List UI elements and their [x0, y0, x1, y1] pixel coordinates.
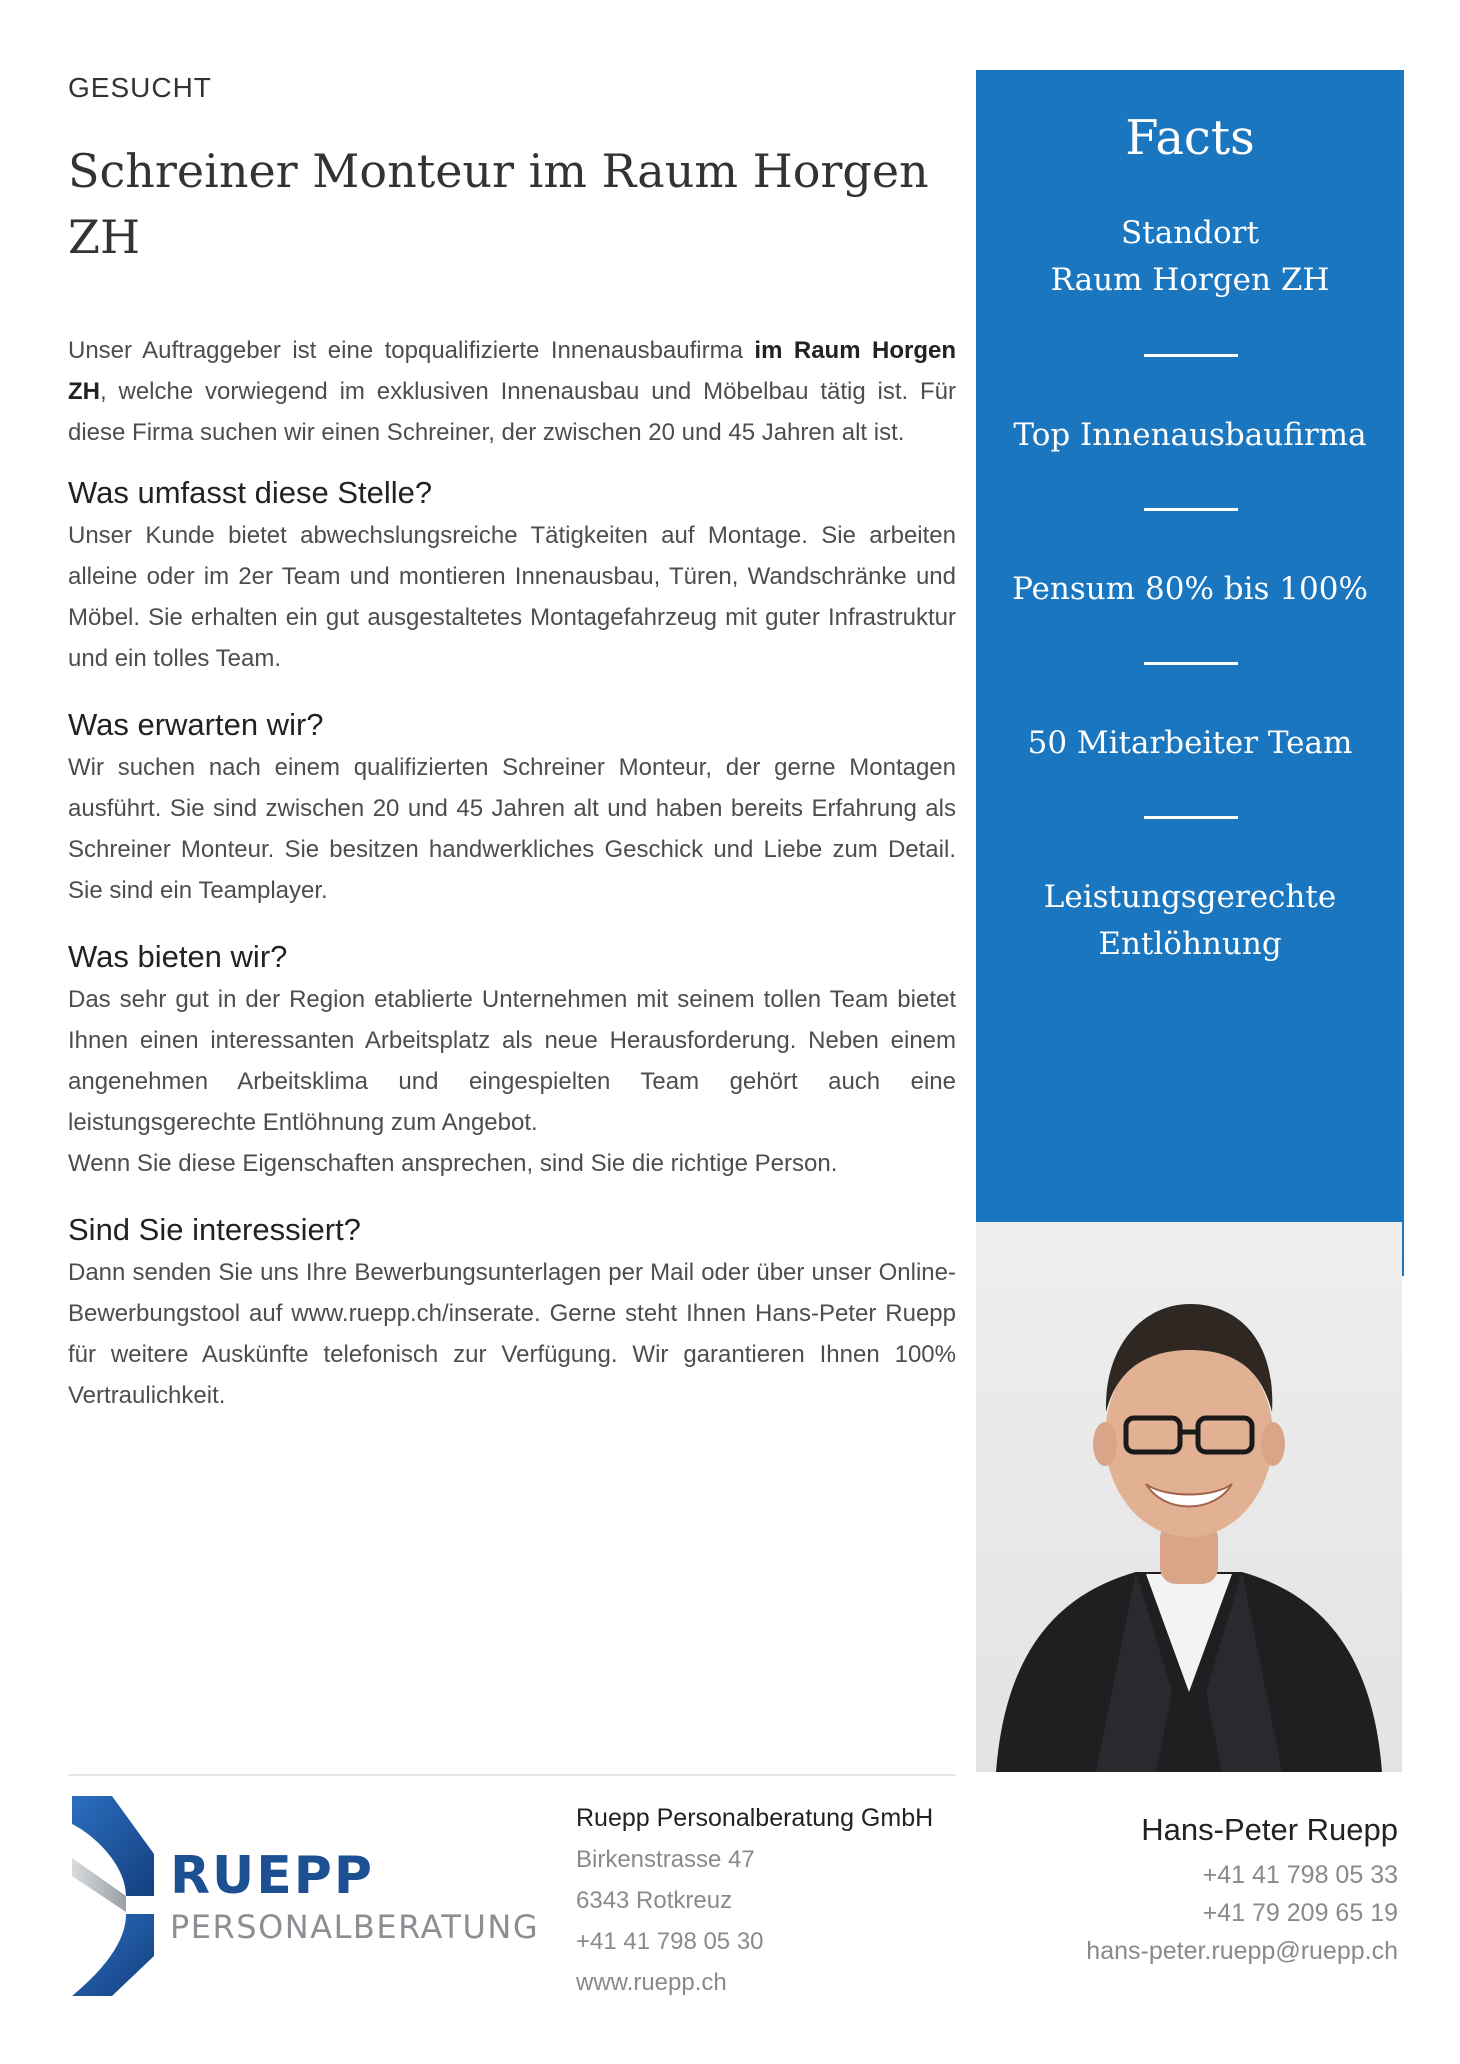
- section-paragraph: Unser Kunde bietet abwechslungsreiche Tätigkeiten auf Montage. Sie arbeiten alleine oder im 2er Team und montieren Innenausbau, Türen, Wandschränke und Möbel. Sie erhalten ein gut ausgestaltetes Montagefahrzeug mit guter Infrastruktur und ein tolles Team.: [68, 522, 956, 672]
- fact-line: Raum Horgen ZH: [1050, 262, 1330, 298]
- contact-phone-mobile: +41 79 209 65 19: [1202, 1899, 1398, 1927]
- company-phone: +41 41 798 05 30: [576, 1928, 764, 1955]
- company-name: Ruepp Personalberatung GmbH: [576, 1804, 934, 1832]
- eyebrow: GESUCHT: [68, 72, 212, 103]
- section-title: Sind Sie interessiert?: [68, 1212, 361, 1247]
- fact-divider: [1144, 354, 1238, 357]
- fact-line: Pensum 80% bis 100%: [1012, 571, 1368, 607]
- section-expectations: [68, 703, 956, 911]
- contact-name: Hans-Peter Ruepp: [1141, 1812, 1398, 1847]
- section-paragraph: Dann senden Sie uns Ihre Bewerbungsunterlagen per Mail oder über unser Online-Bewerbungstool auf www.ruepp.ch/inserate. Gerne steht Ihnen Hans-Peter Ruepp für weitere Auskünfte telefonisch zur Verfügung. Wir garantieren Ihnen 100% Vertraulichkeit.: [68, 1259, 956, 1409]
- ruepp-logo: [66, 1796, 566, 1996]
- section-paragraph: Das sehr gut in der Region etablierte Unternehmen mit seinem tollen Team bietet Ihnen einen interessanten Arbeitsplatz als neue Herausforderung. Neben einem angenehmen Arbeitsklima und eingespielten Team gehört auch eine leistungsgerechte Entlöhnung zum Angebot.: [68, 986, 956, 1136]
- page-title: Schreiner Monteur im Raum Horgen ZH: [68, 144, 929, 264]
- facts-panel: [976, 70, 1404, 1276]
- fact-team-size: [976, 720, 1404, 767]
- company-city: 6343 Rotkreuz: [576, 1887, 733, 1914]
- fact-line: 50 Mitarbeiter Team: [1027, 725, 1353, 761]
- fact-company: [976, 412, 1404, 459]
- contact-person: [1086, 1806, 1398, 1970]
- fact-line: Entlöhnung: [1098, 926, 1282, 962]
- company-website: www.ruepp.ch: [576, 1969, 727, 1996]
- section-title: Was umfasst diese Stelle?: [68, 475, 433, 510]
- portrait-illustration: [976, 1222, 1402, 1772]
- contact-phone-direct: +41 41 798 05 33: [1202, 1861, 1398, 1889]
- fact-location: [976, 210, 1404, 304]
- fact-line: Standort: [1121, 215, 1259, 251]
- content-column: [68, 330, 956, 1416]
- company-address: [576, 1798, 933, 2003]
- company-street: Birkenstrasse 47: [576, 1846, 755, 1873]
- section-position: [68, 471, 956, 679]
- facts-heading: Facts: [1125, 110, 1255, 166]
- section-paragraph: Wir suchen nach einem qualifizierten Schreiner Monteur, der gerne Montagen ausführt. Sie sind zwischen 20 und 45 Jahren alt und haben bereits Erfahrung als Schreiner Monteur. Sie besitzen handwerkliches Geschick und Liebe zum Detail. Sie sind ein Teamplayer.: [68, 754, 956, 904]
- fact-divider: [1144, 816, 1238, 819]
- section-title: Was erwarten wir?: [68, 707, 324, 742]
- contact-portrait: [976, 1222, 1402, 1772]
- fact-divider: [1144, 508, 1238, 511]
- contact-email: hans-peter.ruepp@ruepp.ch: [1086, 1937, 1398, 1965]
- ruepp-logo-mark: [66, 1796, 162, 1996]
- logo-subtitle: PERSONALBERATUNG: [170, 1908, 540, 1946]
- section-paragraph: Wenn Sie diese Eigenschaften ansprechen, sind Sie die richtige Person.: [68, 1150, 838, 1177]
- fact-salary: [976, 874, 1404, 968]
- intro-text-before: Unser Auftraggeber ist eine topqualifizierte Innenausbaufirma: [68, 337, 755, 364]
- footer-divider: [68, 1774, 956, 1776]
- intro-paragraph: [68, 330, 956, 453]
- fact-line: Top Innenausbaufirma: [1013, 417, 1367, 453]
- section-title: Was bieten wir?: [68, 939, 288, 974]
- section-body: [68, 979, 956, 1184]
- logo-word: RUEPP: [170, 1846, 375, 1906]
- fact-workload: [976, 566, 1404, 613]
- intro-text-after: , welche vorwiegend im exklusiven Innenausbau und Möbelbau tätig ist. Für diese Firma suchen wir einen Schreiner, der zwischen 20 und 45 Jahren alt ist.: [68, 378, 956, 446]
- section-offer: [68, 935, 956, 1184]
- intro-highlight: im Raum Horgen ZH: [68, 337, 956, 405]
- section-interest: [68, 1208, 956, 1416]
- fact-divider: [1144, 662, 1238, 665]
- section-body: [68, 515, 956, 679]
- fact-line: Leistungsgerechte: [1043, 879, 1337, 915]
- section-body: [68, 747, 956, 911]
- section-body: [68, 1252, 956, 1416]
